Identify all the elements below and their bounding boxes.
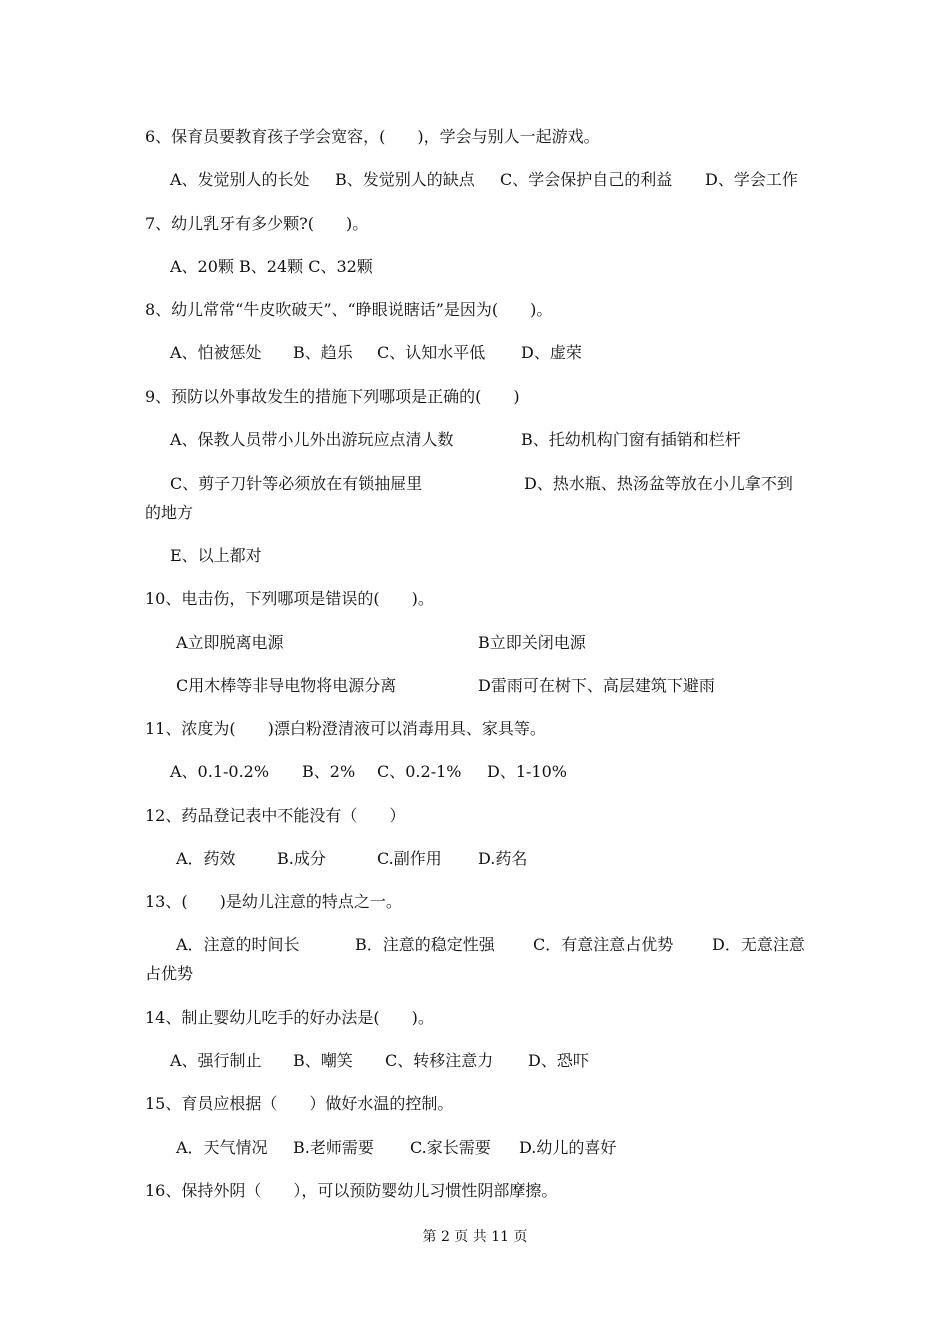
q9-option-a: A、保教人员带小儿外出游玩应点清人数 <box>170 430 454 449</box>
q9-option-b: B、托幼机构门窗有插销和栏杆 <box>521 430 741 449</box>
q11-option-d: D、1-10% <box>487 762 567 781</box>
page-number-footer: 第 2 页 共 11 页 <box>422 1229 528 1245</box>
q15-option-b: B.老师需要 <box>293 1138 374 1157</box>
q6-option-d: D、学会工作 <box>705 170 798 189</box>
q8-option-c: C、认知水平低 <box>377 343 486 362</box>
q13-option-a: A．注意的时间长 <box>176 935 300 954</box>
q9-option-d-continued: 的地方 <box>145 503 194 522</box>
question-11: 11、浓度为( )漂白粉澄清液可以消毒用具、家具等。 <box>145 719 546 738</box>
q8-option-b: B、趋乐 <box>293 343 353 362</box>
q12-option-d: D.药名 <box>478 849 528 868</box>
q14-option-b: B、嘲笑 <box>293 1051 353 1070</box>
q14-option-d: D、恐吓 <box>528 1051 589 1070</box>
q10-option-d: D雷雨可在树下、高层建筑下避雨 <box>478 676 715 695</box>
question-13: 13、( )是幼儿注意的特点之一。 <box>145 892 402 911</box>
q14-option-a: A、强行制止 <box>170 1051 262 1070</box>
q10-option-c: C用木棒等非导电物将电源分离 <box>176 676 397 695</box>
question-7: 7、幼儿乳牙有多少颗?( )。 <box>145 214 369 233</box>
q9-option-c: C、剪子刀针等必须放在有锁抽屉里 <box>170 474 423 493</box>
q15-option-c: C.家长需要 <box>410 1138 491 1157</box>
q11-option-c: C、0.2-1% <box>377 762 462 781</box>
q15-option-a: A．天气情况 <box>176 1138 268 1157</box>
q13-option-d-continued: 占优势 <box>145 964 194 983</box>
q9-option-d: D、热水瓶、热汤盆等放在小儿拿不到 <box>524 474 793 493</box>
q6-option-b: B、发觉别人的缺点 <box>335 170 475 189</box>
question-16: 16、保持外阴（ ），可以预防婴幼儿习惯性阴部摩擦。 <box>145 1181 558 1200</box>
question-14: 14、制止婴幼儿吃手的好办法是( )。 <box>145 1008 434 1027</box>
q6-option-a: A、发觉别人的长处 <box>170 170 310 189</box>
question-8: 8、幼儿常常“牛皮吹破天”、“睁眼说瞎话”是因为( )。 <box>145 300 553 319</box>
q10-option-b: B立即关闭电源 <box>478 633 586 652</box>
q13-option-b: B．注意的稳定性强 <box>355 935 495 954</box>
q8-option-a: A、怕被惩处 <box>170 343 262 362</box>
question-10: 10、电击伤，下列哪项是错误的( )。 <box>145 589 434 608</box>
q13-option-d: D．无意注意 <box>712 935 805 954</box>
question-9: 9、预防以外事故发生的措施下列哪项是正确的( ) <box>145 387 520 406</box>
q11-option-b: B、2% <box>302 762 356 781</box>
q9-option-e: E、以上都对 <box>170 546 262 565</box>
q12-option-a: A．药效 <box>176 849 236 868</box>
question-6: 6、保育员要教育孩子学会宽容，( )，学会与别人一起游戏。 <box>145 127 600 146</box>
q8-option-d: D、虚荣 <box>521 343 582 362</box>
q12-option-b: B.成分 <box>277 849 326 868</box>
question-12: 12、药品登记表中不能没有（ ） <box>145 806 406 825</box>
question-15: 15、育员应根据（ ）做好水温的控制。 <box>145 1094 454 1113</box>
q10-option-a: A立即脱离电源 <box>176 633 284 652</box>
q13-option-c: C．有意注意占优势 <box>533 935 674 954</box>
q6-option-c: C、学会保护自己的利益 <box>500 170 673 189</box>
q11-option-a: A、0.1-0.2% <box>170 762 270 781</box>
q7-options: A、20颗 B、24颗 C、32颗 <box>170 257 373 276</box>
q12-option-c: C.副作用 <box>377 849 442 868</box>
q14-option-c: C、转移注意力 <box>385 1051 494 1070</box>
q15-option-d: D.幼儿的喜好 <box>519 1138 617 1157</box>
